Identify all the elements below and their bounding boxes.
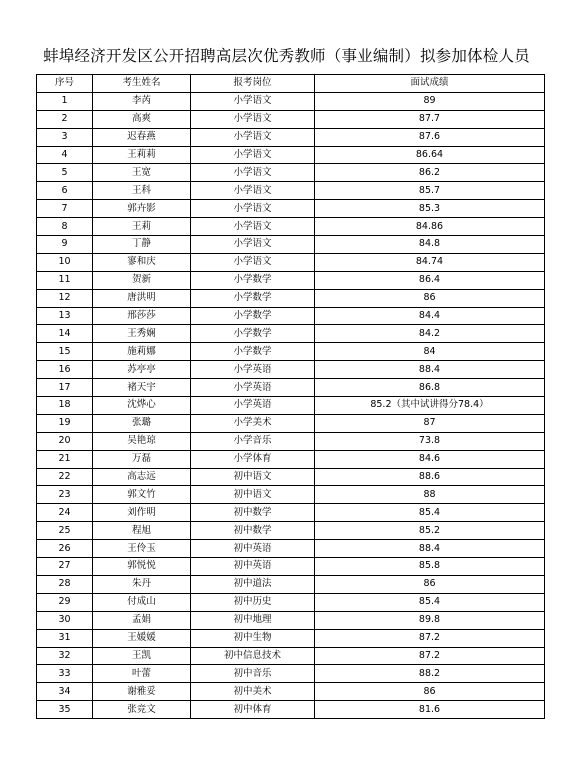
document-title: 蚌埠经济开发区公开招聘高层次优秀教师（事业编制）拟参加体检人员 [43,47,530,65]
cell-score: 89 [315,92,545,110]
cell-number: 20 [37,432,93,450]
cell-name: 王凯 [93,647,191,665]
cell-score: 85.3 [315,200,545,218]
cell-post: 初中体育 [191,701,315,719]
cell-number: 1 [37,92,93,110]
cell-name: 苏亭亭 [93,361,191,379]
table-row [37,647,545,665]
cell-number: 9 [37,236,93,254]
header-name: 考生姓名 [93,75,191,93]
table-row [37,218,545,236]
table-row [37,146,545,164]
table-row [37,629,545,647]
table-row [37,486,545,504]
cell-number: 26 [37,540,93,558]
cell-post: 初中数学 [191,504,315,522]
cell-post: 小学体育 [191,450,315,468]
cell-post: 小学语文 [191,146,315,164]
cell-post: 小学数学 [191,325,315,343]
cell-score: 88 [315,486,545,504]
cell-name: 高志远 [93,468,191,486]
cell-post: 初中地理 [191,611,315,629]
cell-number: 4 [37,146,93,164]
cell-name: 唐洪明 [93,289,191,307]
cell-number: 23 [37,486,93,504]
cell-name: 万磊 [93,450,191,468]
cell-name: 吴艳琼 [93,432,191,450]
cell-post: 初中生物 [191,629,315,647]
table-row [37,271,545,289]
cell-name: 郭卉影 [93,200,191,218]
cell-post: 初中信息技术 [191,647,315,665]
cell-score: 85.2（其中试讲得分78.4） [315,397,545,415]
cell-name: 高爽 [93,110,191,128]
cell-post: 初中历史 [191,593,315,611]
cell-name: 刘作明 [93,504,191,522]
cell-number: 10 [37,253,93,271]
table-row [37,379,545,397]
cell-post: 初中语文 [191,486,315,504]
cell-number: 5 [37,164,93,182]
cell-post: 小学数学 [191,271,315,289]
cell-score: 86 [315,289,545,307]
cell-score: 87.7 [315,110,545,128]
table-row [37,289,545,307]
cell-number: 2 [37,110,93,128]
cell-post: 小学语文 [191,92,315,110]
cell-post: 小学语文 [191,164,315,182]
cell-name: 王莉 [93,218,191,236]
cell-post: 小学音乐 [191,432,315,450]
table-row [37,253,545,271]
cell-post: 小学语文 [191,182,315,200]
cell-post: 小学语文 [191,218,315,236]
cell-number: 15 [37,343,93,361]
cell-score: 88.2 [315,665,545,683]
cell-score: 84 [315,343,545,361]
table-row [37,325,545,343]
cell-name: 谢雅妥 [93,683,191,701]
cell-score: 86.8 [315,379,545,397]
cell-name: 丁静 [93,236,191,254]
cell-score: 85.8 [315,558,545,576]
table-row [37,307,545,325]
cell-post: 小学英语 [191,397,315,415]
cell-post: 初中道法 [191,575,315,593]
cell-name: 王莉莉 [93,146,191,164]
cell-name: 沈烨心 [93,397,191,415]
cell-score: 81.6 [315,701,545,719]
cell-number: 24 [37,504,93,522]
cell-post: 小学语文 [191,128,315,146]
cell-name: 叶蕾 [93,665,191,683]
table-row [37,414,545,432]
cell-number: 19 [37,414,93,432]
cell-score: 84.4 [315,307,545,325]
cell-number: 31 [37,629,93,647]
table-row [37,540,545,558]
cell-name: 王媛媛 [93,629,191,647]
cell-number: 11 [37,271,93,289]
cell-name: 李芮 [93,92,191,110]
cell-name: 王宽 [93,164,191,182]
cell-number: 35 [37,701,93,719]
cell-name: 贺新 [93,271,191,289]
table-row [37,701,545,719]
cell-post: 初中英语 [191,540,315,558]
cell-post: 小学美术 [191,414,315,432]
cell-score: 73.8 [315,432,545,450]
table-row [37,361,545,379]
cell-name: 张璐 [93,414,191,432]
table-row [37,522,545,540]
cell-post: 初中美术 [191,683,315,701]
cell-name: 寥和庆 [93,253,191,271]
cell-post: 小学数学 [191,289,315,307]
cell-post: 小学数学 [191,307,315,325]
cell-name: 程旭 [93,522,191,540]
cell-number: 12 [37,289,93,307]
table-row [37,128,545,146]
cell-score: 86 [315,575,545,593]
cell-number: 17 [37,379,93,397]
table-row [37,343,545,361]
cell-score: 84.6 [315,450,545,468]
cell-post: 小学英语 [191,379,315,397]
cell-number: 34 [37,683,93,701]
table-row [37,665,545,683]
cell-number: 3 [37,128,93,146]
cell-score: 85.7 [315,182,545,200]
cell-post: 初中数学 [191,522,315,540]
cell-name: 迟春燕 [93,128,191,146]
cell-number: 29 [37,593,93,611]
cell-score: 87.2 [315,647,545,665]
cell-post: 小学语文 [191,236,315,254]
cell-name: 朱丹 [93,575,191,593]
table-row [37,432,545,450]
cell-post: 小学语文 [191,200,315,218]
cell-post: 小学英语 [191,361,315,379]
cell-name: 王秀娴 [93,325,191,343]
cell-score: 86 [315,683,545,701]
cell-name: 孟娟 [93,611,191,629]
cell-name: 张竞文 [93,701,191,719]
cell-number: 32 [37,647,93,665]
cell-score: 84.74 [315,253,545,271]
cell-name: 付成山 [93,593,191,611]
cell-name: 邢莎莎 [93,307,191,325]
cell-score: 88.6 [315,468,545,486]
cell-number: 8 [37,218,93,236]
candidate-table [36,74,545,719]
table-row [37,558,545,576]
header-post: 报考岗位 [191,75,315,93]
table-row [37,92,545,110]
table-row [37,575,545,593]
table-row [37,611,545,629]
cell-score: 88.4 [315,361,545,379]
cell-name: 郭悦悦 [93,558,191,576]
cell-score: 85.2 [315,522,545,540]
table-row [37,683,545,701]
cell-score: 84.86 [315,218,545,236]
table-body [37,92,545,718]
cell-score: 86.2 [315,164,545,182]
cell-score: 87.6 [315,128,545,146]
table-row [37,110,545,128]
cell-number: 21 [37,450,93,468]
cell-number: 16 [37,361,93,379]
cell-name: 王科 [93,182,191,200]
cell-number: 6 [37,182,93,200]
cell-score: 89.8 [315,611,545,629]
cell-number: 33 [37,665,93,683]
cell-name: 王伶玉 [93,540,191,558]
cell-post: 小学语文 [191,253,315,271]
table-row [37,504,545,522]
cell-name: 郭文竹 [93,486,191,504]
cell-name: 褚天宇 [93,379,191,397]
cell-post: 小学语文 [191,110,315,128]
table-row [37,164,545,182]
cell-post: 初中音乐 [191,665,315,683]
cell-post: 小学数学 [191,343,315,361]
cell-score: 85.4 [315,504,545,522]
header-score: 面试成绩 [315,75,545,93]
cell-number: 14 [37,325,93,343]
table-row [37,236,545,254]
cell-score: 88.4 [315,540,545,558]
cell-name: 施莉娜 [93,343,191,361]
cell-number: 18 [37,397,93,415]
cell-score: 86.64 [315,146,545,164]
cell-number: 30 [37,611,93,629]
table-row [37,468,545,486]
table-row [37,593,545,611]
table-row [37,397,545,415]
cell-number: 7 [37,200,93,218]
table-row [37,450,545,468]
cell-number: 22 [37,468,93,486]
table-header-row [37,75,545,93]
cell-post: 初中英语 [191,558,315,576]
cell-post: 初中语文 [191,468,315,486]
cell-number: 25 [37,522,93,540]
table-row [37,182,545,200]
table-row [37,200,545,218]
cell-score: 86.4 [315,271,545,289]
header-number: 序号 [37,75,93,93]
cell-score: 84.8 [315,236,545,254]
cell-number: 28 [37,575,93,593]
cell-number: 27 [37,558,93,576]
cell-number: 13 [37,307,93,325]
cell-score: 85.4 [315,593,545,611]
cell-score: 84.2 [315,325,545,343]
cell-score: 87.2 [315,629,545,647]
cell-score: 87 [315,414,545,432]
